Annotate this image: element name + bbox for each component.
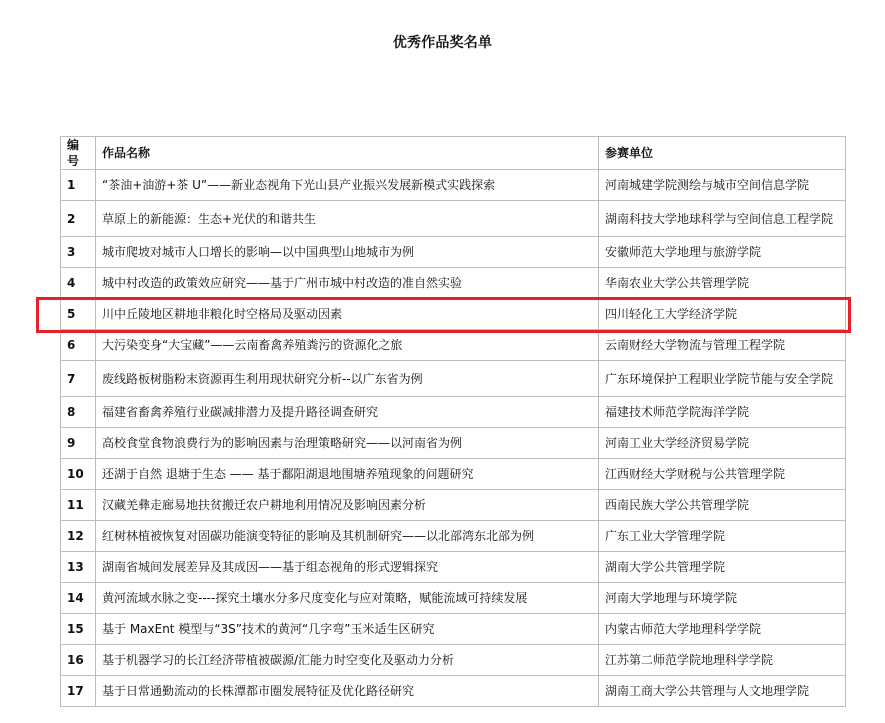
table-row <box>61 397 846 428</box>
row-number: 3 <box>61 237 96 268</box>
table-row <box>61 330 846 361</box>
row-unit: 湖南科技大学地球科学与空间信息工程学院 <box>599 201 846 237</box>
row-title: 福建省畜禽养殖行业碳减排潜力及提升路径调查研究 <box>96 397 599 428</box>
row-title: 城中村改造的政策效应研究——基于广州市城中村改造的准自然实验 <box>96 268 599 299</box>
table-row <box>61 552 846 583</box>
row-title: 高校食堂食物浪费行为的影响因素与治理策略研究——以河南省为例 <box>96 428 599 459</box>
row-number: 2 <box>61 201 96 237</box>
row-unit: 河南城建学院测绘与城市空间信息学院 <box>599 170 846 201</box>
row-number: 5 <box>61 299 96 330</box>
table-row <box>61 676 846 707</box>
row-title: 草原上的新能源：生态+光伏的和谐共生 <box>96 201 599 237</box>
row-unit: 河南工业大学经济贸易学院 <box>599 428 846 459</box>
row-number: 13 <box>61 552 96 583</box>
row-number: 9 <box>61 428 96 459</box>
table-row <box>61 459 846 490</box>
table-row <box>61 645 846 676</box>
table-row <box>61 201 846 237</box>
table-row <box>61 583 846 614</box>
row-unit: 华南农业大学公共管理学院 <box>599 268 846 299</box>
row-title: 川中丘陵地区耕地非粮化时空格局及驱动因素 <box>96 299 599 330</box>
row-title: 基于 MaxEnt 模型与“3S”技术的黄河“几字弯”玉米适生区研究 <box>96 614 599 645</box>
table-row <box>61 521 846 552</box>
table-row <box>61 490 846 521</box>
row-unit: 河南大学地理与环境学院 <box>599 583 846 614</box>
row-unit: 江西财经大学财税与公共管理学院 <box>599 459 846 490</box>
row-unit: 云南财经大学物流与管理工程学院 <box>599 330 846 361</box>
table-header-row <box>61 137 846 170</box>
row-title: 还湖于自然 退塘于生态 —— 基于鄱阳湖退地围塘养殖现象的问题研究 <box>96 459 599 490</box>
header-number: 编号 <box>61 137 96 170</box>
row-title: 黄河流域水脉之变----探究土壤水分多尺度变化与应对策略，赋能流域可持续发展 <box>96 583 599 614</box>
row-number: 17 <box>61 676 96 707</box>
row-unit: 广东环境保护工程职业学院节能与安全学院 <box>599 361 846 397</box>
row-unit: 江苏第二师范学院地理科学学院 <box>599 645 846 676</box>
row-unit: 西南民族大学公共管理学院 <box>599 490 846 521</box>
row-unit: 广东工业大学管理学院 <box>599 521 846 552</box>
row-unit: 内蒙古师范大学地理科学学院 <box>599 614 846 645</box>
row-number: 12 <box>61 521 96 552</box>
table-row-highlighted <box>61 299 846 330</box>
row-title: 废线路板树脂粉末资源再生利用现状研究分析--以广东省为例 <box>96 361 599 397</box>
row-number: 16 <box>61 645 96 676</box>
row-title: 湖南省城间发展差异及其成因——基于组态视角的形式逻辑探究 <box>96 552 599 583</box>
row-number: 4 <box>61 268 96 299</box>
table-row <box>61 268 846 299</box>
page-title: 优秀作品奖名单 <box>392 35 493 51</box>
row-number: 14 <box>61 583 96 614</box>
row-number: 6 <box>61 330 96 361</box>
row-number: 7 <box>61 361 96 397</box>
table-row <box>61 170 846 201</box>
row-title: 基于机器学习的长江经济带植被碳源/汇能力时空变化及驱动力分析 <box>96 645 599 676</box>
row-title: 城市爬坡对城市人口增长的影响—以中国典型山地城市为例 <box>96 237 599 268</box>
row-unit: 安徽师范大学地理与旅游学院 <box>599 237 846 268</box>
row-title: “茶油+油游+茶 U”——新业态视角下光山县产业振兴发展新模式实践探索 <box>96 170 599 201</box>
row-unit: 福建技术师范学院海洋学院 <box>599 397 846 428</box>
row-number: 10 <box>61 459 96 490</box>
row-unit: 湖南大学公共管理学院 <box>599 552 846 583</box>
table-row <box>61 428 846 459</box>
table-row <box>61 237 846 268</box>
row-title: 基于日常通勤流动的长株潭都市圈发展特征及优化路径研究 <box>96 676 599 707</box>
header-unit: 参赛单位 <box>599 137 846 170</box>
row-number: 15 <box>61 614 96 645</box>
table-row <box>61 614 846 645</box>
row-number: 8 <box>61 397 96 428</box>
award-table <box>60 136 846 707</box>
row-number: 11 <box>61 490 96 521</box>
header-title: 作品名称 <box>96 137 599 170</box>
row-unit: 四川轻化工大学经济学院 <box>599 299 846 330</box>
row-title: 红树林植被恢复对固碳功能演变特征的影响及其机制研究——以北部湾东北部为例 <box>96 521 599 552</box>
row-title: 汉藏羌彝走廊易地扶贫搬迁农户耕地利用情况及影响因素分析 <box>96 490 599 521</box>
row-number: 1 <box>61 170 96 201</box>
table-row <box>61 361 846 397</box>
row-title: 大污染变身“大宝藏”——云南畜禽养殖粪污的资源化之旅 <box>96 330 599 361</box>
row-unit: 湖南工商大学公共管理与人文地理学院 <box>599 676 846 707</box>
